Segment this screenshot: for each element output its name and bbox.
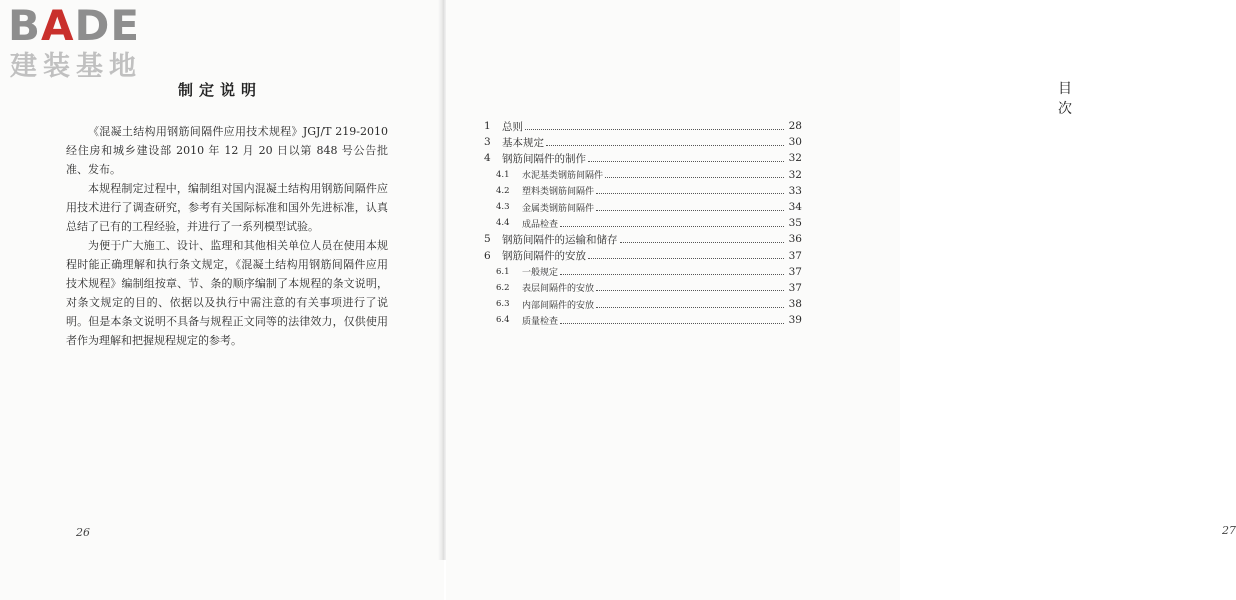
toc-entry-title: 金属类钢筋间隔件 <box>522 203 595 214</box>
toc-entry-number: 4 <box>484 152 491 165</box>
toc-entry-page: 34 <box>788 201 802 214</box>
toc-entry <box>484 199 802 215</box>
toc-entry-page: 36 <box>788 233 802 246</box>
toc-entry-title: 质量检查 <box>522 316 559 327</box>
toc-dot-leader <box>596 290 784 291</box>
toc-entry-page: 37 <box>788 281 802 294</box>
toc-entry-page: 28 <box>788 120 802 133</box>
toc-dot-leader <box>596 193 784 194</box>
toc-entry-page: 38 <box>788 298 802 311</box>
toc-entry-title: 水泥基类钢筋间隔件 <box>522 171 604 182</box>
toc-dot-leader <box>605 177 784 178</box>
toc-entry <box>484 134 802 150</box>
toc-dot-leader <box>588 258 784 259</box>
toc-entry <box>484 312 802 328</box>
left-page <box>0 0 444 600</box>
toc-entry-title: 成品检查 <box>522 219 559 230</box>
toc-entry <box>484 248 802 264</box>
toc-entry-number: 4.4 <box>496 218 510 229</box>
toc-entry <box>484 215 802 231</box>
paragraph: 本规程制定过程中，编制组对国内混凝土结构用钢筋间隔件应用技术进行了调查研究，参考有关国际标准和国外先进标准，认真总结了已有的工程经验，并进行了一系列模型试验。 <box>66 182 388 233</box>
toc-entry-number: 6.3 <box>496 299 510 310</box>
toc-entry <box>484 264 802 280</box>
toc-entry-title: 总则 <box>502 120 523 133</box>
toc-entry-page: 39 <box>788 314 802 327</box>
toc-entry-title: 内部间隔件的安放 <box>522 300 595 311</box>
toc-entry <box>484 183 802 199</box>
toc-entry-page: 37 <box>788 265 802 278</box>
toc-entry-page: 35 <box>788 217 802 230</box>
page-number: 27 <box>1222 524 1236 537</box>
table-of-contents <box>484 118 802 328</box>
paragraph: 为便于广大施工、设计、监理和其他相关单位人员在使用本规程时能正确理解和执行条文规定，《混凝土结构用钢筋间隔件应用技术规程》编制组按章、节、条的顺序编制了本规程的条文说明，对条文规定的目的、依据以及执行中需注意的有关事项进行了说明。但是本条文说明不具备与规程正文同等的法律效力，仅供使用者作为理解和把握规程规定的参考。 <box>66 239 388 347</box>
toc-dot-leader <box>546 145 784 146</box>
toc-dot-leader <box>620 242 785 243</box>
logo-latin: BADE <box>8 1 141 50</box>
toc-entry-title: 钢筋间隔件的制作 <box>502 152 586 165</box>
toc-entry-number: 4.2 <box>496 185 510 196</box>
toc-entry-number: 6.4 <box>496 315 510 326</box>
logo-chinese: 建装基地 <box>10 51 142 82</box>
toc-entry-page: 32 <box>788 168 802 181</box>
toc-entry-page: 30 <box>788 136 802 149</box>
paragraph: 《混凝土结构用钢筋间隔件应用技术规程》JGJ/T 219-2010 经住房和城乡建设部 2010 年 12 月 20 日以第 848 号公告批准、发布。 <box>66 125 388 176</box>
watermark-logo <box>8 1 178 86</box>
toc-entry-page: 32 <box>788 152 802 165</box>
toc-entry-title: 一般规定 <box>522 268 559 279</box>
toc-entry-title: 钢筋间隔件的运输和储存 <box>502 233 618 246</box>
toc-entry-number: 4.3 <box>496 202 510 213</box>
toc-entry-number: 4.1 <box>496 169 510 180</box>
toc-dot-leader <box>560 226 784 227</box>
toc-entry-number: 6.1 <box>496 266 510 277</box>
toc-dot-leader <box>525 129 784 130</box>
toc-entry-title: 钢筋间隔件的安放 <box>502 250 586 263</box>
toc-entry <box>484 150 802 166</box>
toc-entry-title: 塑料类钢筋间隔件 <box>522 187 595 198</box>
toc-entry-number: 3 <box>484 136 491 149</box>
toc-dot-leader <box>560 323 784 324</box>
toc-entry-number: 5 <box>484 233 491 246</box>
toc-dot-leader <box>588 161 784 162</box>
explanation-body <box>66 122 388 350</box>
toc-entry-title: 表层间隔件的安放 <box>522 284 595 295</box>
toc-dot-leader <box>560 274 784 275</box>
toc-entry <box>484 280 802 296</box>
toc-entry <box>484 231 802 247</box>
toc-entry-title: 基本规定 <box>502 136 544 149</box>
page-title: 制定说明 <box>178 81 263 99</box>
toc-dot-leader <box>596 210 784 211</box>
toc-entry <box>484 167 802 183</box>
toc-entry-number: 6 <box>484 249 491 262</box>
toc-title: 目次 <box>1058 81 1108 117</box>
page-number: 26 <box>76 526 90 539</box>
toc-entry <box>484 296 802 312</box>
toc-entry-page: 37 <box>788 249 802 262</box>
toc-entry-page: 33 <box>788 184 802 197</box>
toc-dot-leader <box>596 307 784 308</box>
toc-entry-number: 1 <box>484 120 491 133</box>
toc-entry-number: 6.2 <box>496 282 510 293</box>
toc-entry <box>484 118 802 134</box>
